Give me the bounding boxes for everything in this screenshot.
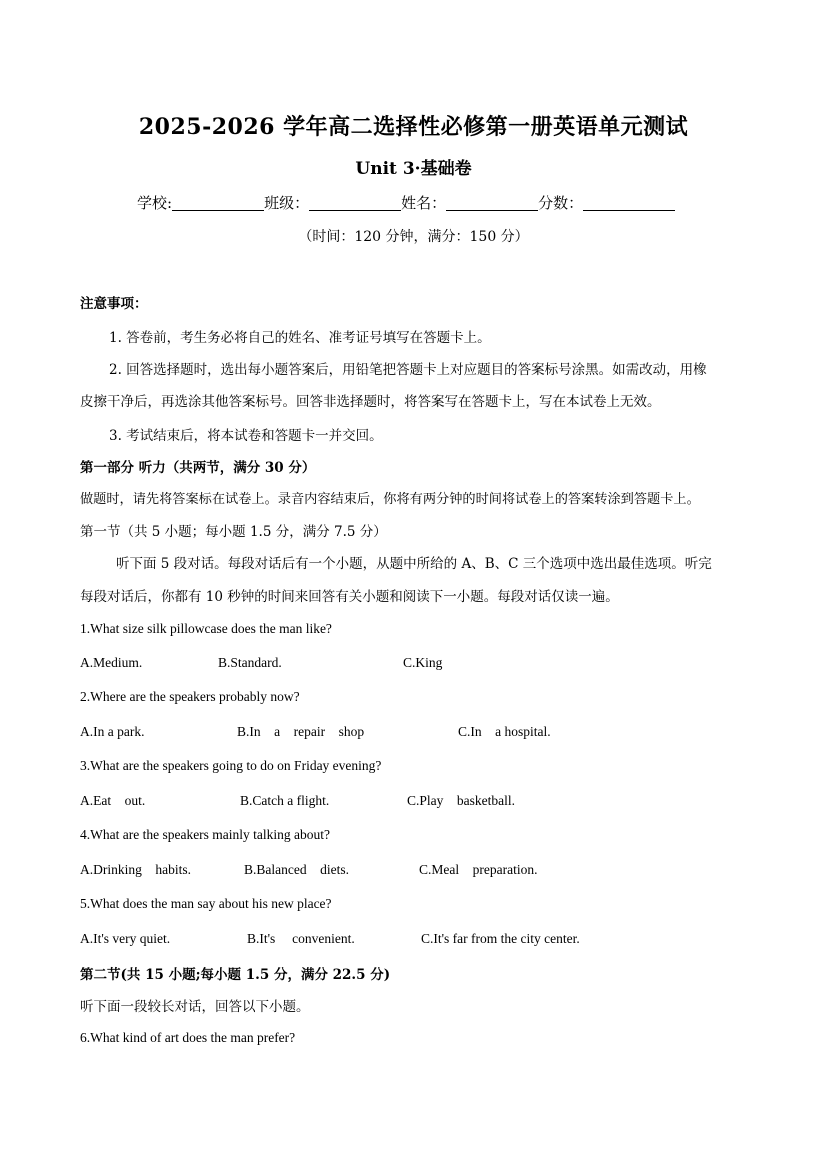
class-label: 班级： [264,194,310,212]
section1-heading: 第一节（共 5 小题；每小题 1.5 分，满分 7.5 分） [80,524,387,540]
q2-option-c: C.In a hospital. [458,724,551,739]
question-1: 1.What size silk pillowcase does the man like? [80,621,332,636]
question-5: 5.What does the man say about his new place? [80,896,332,911]
section1-instruction-2: 每段对话后，你都有 10 秒钟的时间来回答有关小题和阅读下一小题。每段对话仅读一遍。 [80,589,619,605]
name-label: 姓名： [401,194,447,212]
q1-option-c: C.King [403,655,443,670]
score-label: 分数： [538,194,584,212]
question-6: 6.What kind of art does the man prefer? [80,1030,296,1045]
q2-option-b: B.In a repair shop [237,724,365,739]
q5-option-c: C.It's far from the city center. [421,931,580,946]
q5-option-b: B.It's convenient. [247,931,355,946]
q1-option-a: A.Medium. [80,655,143,670]
school-label: 学校: [137,194,173,212]
page-title: 2025-2026 学年高二选择性必修第一册英语单元测试 [138,114,689,140]
page-subtitle: Unit 3·基础卷 [355,159,472,179]
note-item-2: 2. 回答选择题时，选出每小题答案后，用铅笔把答题卡上对应题目的答案标号涂黑。如需改动，用橡 [109,362,707,378]
question-4: 4.What are the speakers mainly talking about? [80,827,331,842]
note-item-1: 1. 答卷前，考生务必将自己的姓名、准考证号填写在答题卡上。 [109,330,491,346]
q4-option-a: A.Drinking habits. [80,862,191,877]
q4-option-c: C.Meal preparation. [419,862,538,877]
question-3: 3.What are the speakers going to do on Friday evening? [80,758,382,773]
student-info-line [137,192,675,213]
q5-option-a: A.It's very quiet. [80,931,171,946]
question-2: 2.Where are the speakers probably now? [80,689,300,704]
score-blank [583,194,675,211]
school-blank [172,194,264,211]
q3-option-b: B.Catch a flight. [240,793,330,808]
section2-heading: 第二节(共 15 小题;每小题 1.5 分，满分 22.5 分) [80,967,391,983]
note-item-2-cont: 皮擦干净后，再选涂其他答案标号。回答非选择题时，将答案写在答题卡上，写在本试卷上无效。 [80,394,661,410]
q3-option-c: C.Play basketball. [407,793,515,808]
notes-heading: 注意事项： [80,296,148,312]
part1-heading: 第一部分 听力（共两节，满分 30 分） [80,460,316,476]
q2-option-a: A.In a park. [80,724,145,739]
name-blank [446,194,538,211]
q1-option-b: B.Standard. [218,655,282,670]
class-blank [309,194,401,211]
note-item-3: 3. 考试结束后，将本试卷和答题卡一并交回。 [109,428,383,444]
q4-option-b: B.Balanced diets. [244,862,349,877]
section1-instruction-1: 听下面 5 段对话。每段对话后有一个小题，从题中所给的 A、B、C 三个选项中选出最佳选项。听完 [116,556,712,572]
section2-instruction: 听下面一段较长对话，回答以下小题。 [80,999,310,1015]
time-info: （时间：120 分钟，满分：150 分） [298,229,529,245]
part1-instruction: 做题时，请先将答案标在试卷上。录音内容结束后，你将有两分钟的时间将试卷上的答案转涂到答题卡上。 [80,492,700,507]
q3-option-a: A.Eat out. [80,793,146,808]
